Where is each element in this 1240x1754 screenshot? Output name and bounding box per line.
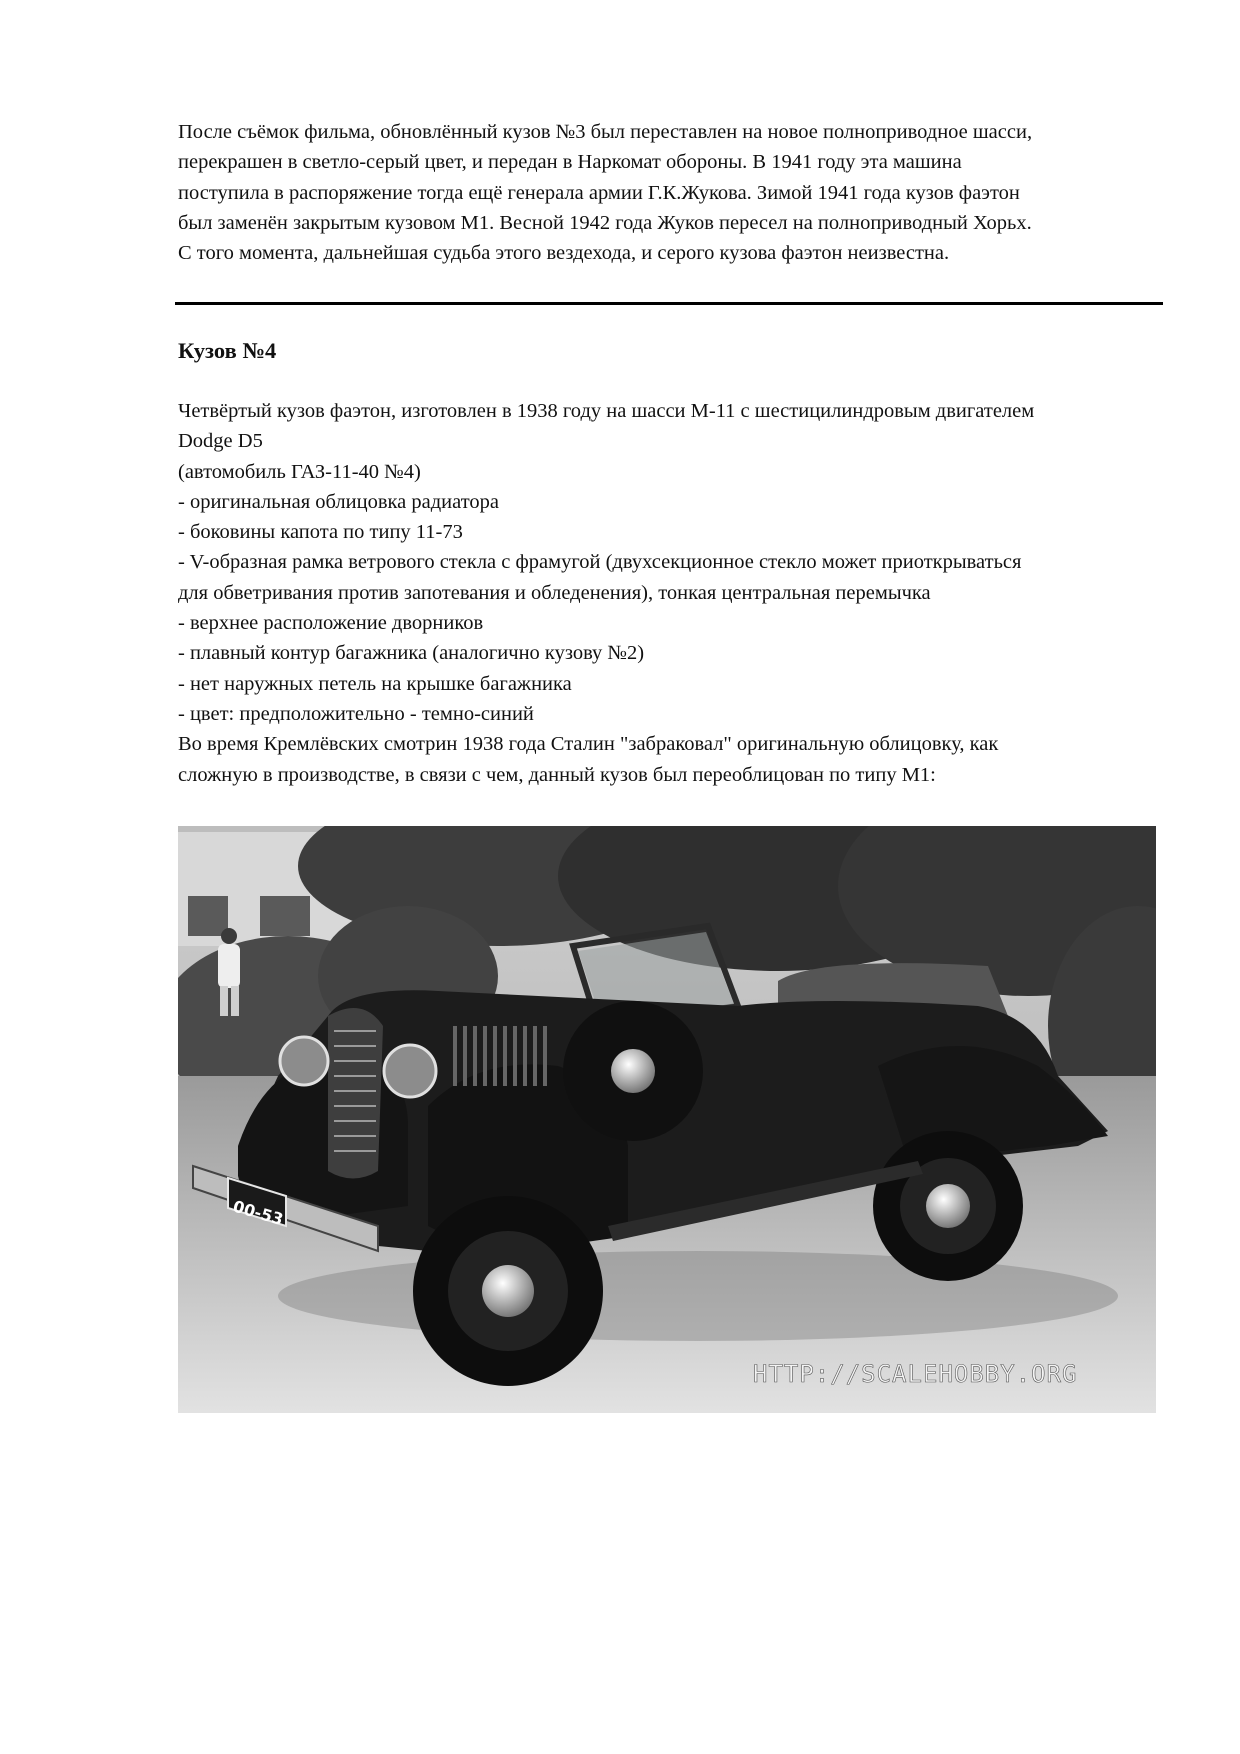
body-line: сложную в производстве, в связи с чем, данный кузов был переоблицован по типу М1: xyxy=(178,763,936,786)
body-line: - боковины капота по типу 11-73 xyxy=(178,521,463,544)
car-photo xyxy=(178,826,1156,1413)
body-line: - V-образная рамка ветрового стекла с фрамугой (двухсекционное стекло может приоткрываться xyxy=(178,551,1022,574)
person xyxy=(218,944,240,988)
body-line: Четвёртый кузов фаэтон, изготовлен в 1938 году на шасси М-11 с шестицилиндровым двигателем xyxy=(178,400,1035,422)
body-line: - верхнее расположение дворников xyxy=(178,612,484,635)
intro-line: После съёмок фильма, обновлённый кузов №3 был переставлен на новое полноприводное шасси, xyxy=(178,121,1033,143)
body-line: - цвет: предположительно - темно-синий xyxy=(178,702,534,725)
intro-line: С того момента, дальнейшая судьба этого вездехода, и серого кузова фаэтон неизвестна. xyxy=(178,242,950,265)
headlight xyxy=(280,1037,328,1085)
license-plate-text: 00-53 xyxy=(230,1196,286,1229)
body-line: для обветривания против запотевания и обледенения), тонкая центральная перемычка xyxy=(178,581,931,604)
section-divider xyxy=(175,302,1163,305)
body-paragraph xyxy=(178,396,1158,790)
intro-line: был заменён закрытым кузовом М1. Весной 1942 года Жуков пересел на полноприводный Хорьх. xyxy=(178,211,1032,234)
photo-watermark: HTTP://SCALEHOBBY.ORG xyxy=(753,1360,1078,1388)
body-line: - оригинальная облицовка радиатора xyxy=(178,490,500,513)
intro-paragraph xyxy=(178,117,1158,268)
car-photo-illustration xyxy=(178,826,1156,1413)
section-heading: Кузов №4 xyxy=(178,338,277,363)
intro-line: перекрашен в светло-серый цвет, и передан в Наркомат обороны. В 1941 году эта машина xyxy=(178,151,962,174)
body-line: - нет наружных петель на крышке багажника xyxy=(178,672,572,695)
body-line: (автомобиль ГАЗ-11-40 №4) xyxy=(178,460,421,483)
body-line: - плавный контур багажника (аналогично кузову №2) xyxy=(178,642,645,665)
intro-line: поступила в распоряжение тогда ещё генерала армии Г.К.Жукова. Зимой 1941 года кузов фаэтон xyxy=(178,181,1020,204)
headlight xyxy=(384,1045,436,1097)
body-line: Dodge D5 xyxy=(178,430,263,453)
body-line: Во время Кремлёвских смотрин 1938 года Сталин "забраковал" оригинальную облицовку, как xyxy=(178,733,999,756)
